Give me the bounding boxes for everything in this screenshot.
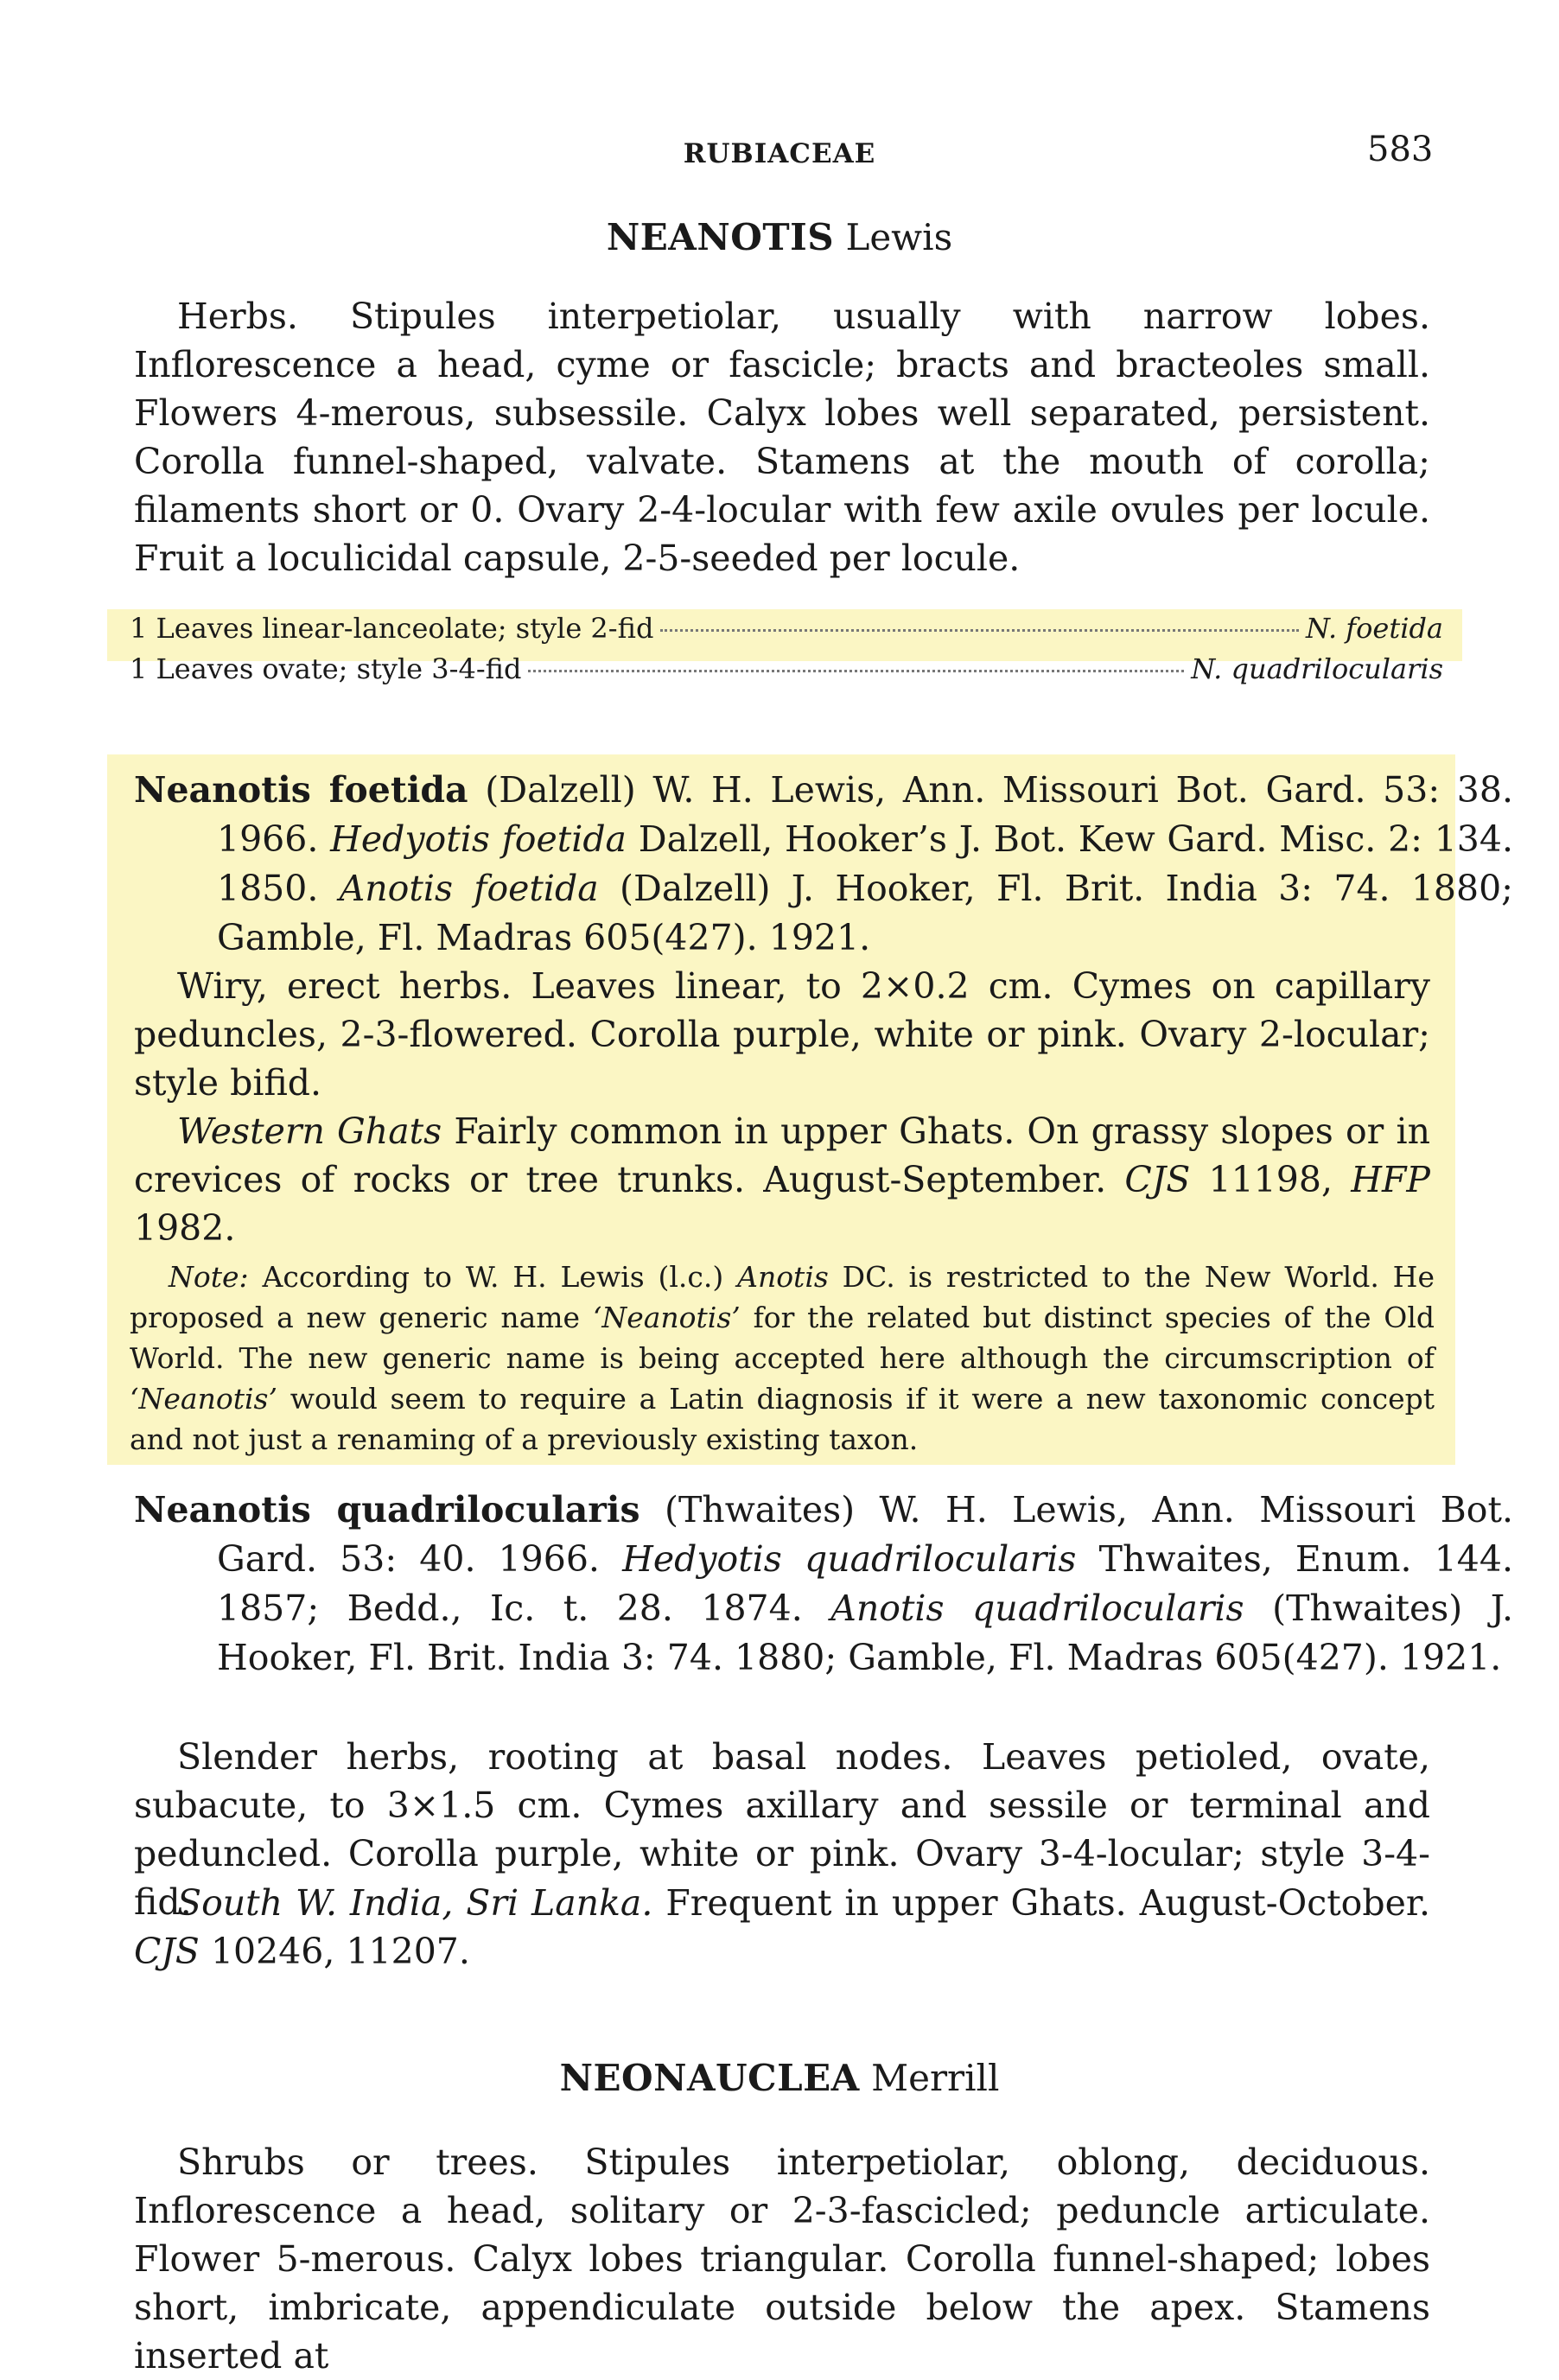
distribution-region: Western Ghats (177, 1110, 442, 1152)
species-distribution-quadrilocularis (134, 1879, 1430, 1976)
species-name: Neanotis foetida (134, 769, 468, 811)
genus-name: NEONAUCLEA (559, 2057, 860, 2099)
identification-key (130, 612, 1443, 693)
genus-title-neanotis (0, 216, 1559, 258)
distribution-text: Fairly common in upper Ghats. On grassy slopes or in crevices of rocks or tree trunks. August-September. (134, 1110, 1430, 1200)
note-genus: ‘Neanotis’ (592, 1301, 741, 1334)
genus-name: NEANOTIS (606, 216, 835, 258)
specimen-code: HFP (1351, 1159, 1430, 1200)
species-citation-foetida (134, 766, 1513, 963)
synonym-name: Anotis foetida (339, 868, 599, 909)
synonym-reference: (Thwaites) J. Hooker, Fl. Brit. India 3: 74. 1880; Gamble, Fl. Madras 605(427). 1921. (217, 1588, 1514, 1678)
synonym-name: Hedyotis quadrilocularis (622, 1538, 1077, 1580)
note-text: would seem to require a Latin diagnosis if it were a new taxonomic concept and not just a renaming of a previously existing taxon. (130, 1382, 1435, 1456)
species-distribution-foetida (134, 1107, 1430, 1252)
note-text: According to W. H. Lewis (l.c.) (262, 1260, 724, 1294)
distribution-region: South W. India, Sri Lanka. (177, 1882, 653, 1924)
citation-text: (Thwaites) W. H. Lewis, Ann. Missouri Bot. Gard. 53: 40. 1966. (217, 1489, 1513, 1580)
key-lead (130, 652, 1443, 693)
key-lead-result: N. quadrilocularis (1191, 652, 1443, 685)
synonym-name: Hedyotis foetida (330, 818, 627, 860)
key-lead-text: 1 Leaves ovate; style 3-4-fid (130, 652, 522, 685)
specimen-code: CJS (1124, 1159, 1191, 1200)
genus-description-neanotis: Herbs. Stipules interpetiolar, usually with narrow lobes. Inflorescence a head, cyme or fascicle; bracts and bracteoles small. Flowers 4-merous, subsessile. Calyx lobes well separated, persistent. Corolla funnel-shaped, valvate. Stamens at the mouth of corolla; filaments short or 0. Ovary 2-4-locular with few axile ovules per locule. Fruit a loculicidal capsule, 2-5-seeded per locule. (134, 296, 1430, 579)
species-name: Neanotis quadrilocularis (134, 1489, 640, 1530)
synonym-reference: Dalzell, Hooker’s J. Bot. Kew Gard. Misc. 2: 134. 1850. (217, 818, 1513, 909)
note-text: for the related but distinct species of the Old World. The new generic name is being accepted here although the circumscription of (130, 1301, 1435, 1375)
page-number: 583 (1367, 130, 1434, 169)
genus-author: Lewis (845, 216, 953, 258)
key-lead (130, 612, 1443, 652)
synonym-reference: Thwaites, Enum. 144. 1857; Bedd., Ic. t. 28. 1874. (217, 1538, 1513, 1629)
note-genus: ‘Neanotis’ (130, 1382, 277, 1416)
specimen-number: 10246, 11207. (210, 1931, 470, 1972)
note-genus: Anotis (737, 1260, 829, 1294)
distribution-text: Frequent in upper Ghats. August-October. (665, 1882, 1430, 1924)
note-text: DC. is restricted to the New World. He proposed a new generic name (130, 1260, 1435, 1334)
species-description-quadrilocularis: Slender herbs, rooting at basal nodes. Leaves petioled, ovate, subacute, to 3×1.5 cm. Cymes axillary and sessile or terminal and peduncled. Corolla purple, white or pink. Ovary 3-4-locular; style 3-4-fid. (134, 1736, 1430, 1923)
species-description-foetida: Wiry, erect herbs. Leaves linear, to 2×0.2 cm. Cymes on capillary peduncles, 2-3-flowered. Corolla purple, white or pink. Ovary 2-locular; style bifid. (134, 965, 1430, 1104)
synonym-name: Anotis quadrilocularis (830, 1588, 1244, 1629)
taxonomic-note (130, 1257, 1435, 1460)
key-lead-result: N. foetida (1306, 612, 1443, 645)
citation-text: (Dalzell) W. H. Lewis, Ann. Missouri Bot. Gard. 53: 38. 1966. (217, 769, 1513, 860)
note-label: Note: (169, 1260, 249, 1294)
specimen-code: CJS (134, 1931, 200, 1972)
synonym-reference: (Dalzell) J. Hooker, Fl. Brit. India 3: 74. 1880; Gamble, Fl. Madras 605(427). 1921. (217, 868, 1513, 958)
genus-title-neonauclea (0, 2057, 1559, 2099)
species-citation-quadrilocularis (134, 1486, 1513, 1683)
running-head: RUBIACEAE (683, 138, 876, 169)
specimen-number: 11198, (1208, 1159, 1333, 1200)
genus-description-neonauclea: Shrubs or trees. Stipules interpetiolar, oblong, deciduous. Inflorescence a head, solitary or 2-3-fascicled; peduncle articulate. Flower 5-merous. Calyx lobes triangular. Corolla funnel-shaped; lobes short, imbricate, appendiculate outside below the apex. Stamens inserted at (134, 2141, 1430, 2377)
leader-dots (660, 629, 1299, 632)
key-lead-text: 1 Leaves linear-lanceolate; style 2-fid (130, 612, 654, 645)
specimen-number: 1982. (134, 1207, 236, 1249)
leader-dots (528, 670, 1184, 672)
genus-author: Merrill (871, 2057, 1000, 2099)
